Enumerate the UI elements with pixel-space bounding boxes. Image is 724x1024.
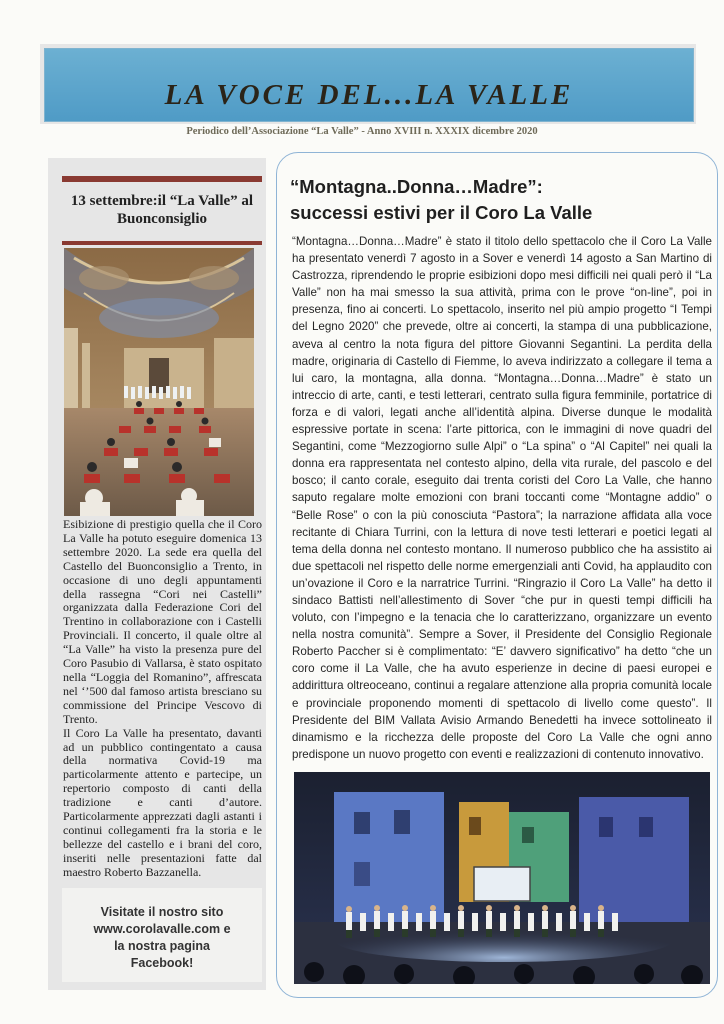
title-rule-top [62,176,262,182]
promo-website-line: www.corolavalle.com e [93,922,231,936]
website-promo-box [62,888,262,982]
main-title-line-2: successi estivi per il Coro La Valle [290,202,593,223]
main-article-body [292,233,712,763]
masthead-banner [44,48,694,122]
promo-line-1: Visitate il nostro sito [100,905,224,919]
newsletter-title: LA VOCE DEL...LA VALLE [164,79,574,111]
choir-night-performance-photo [294,772,710,984]
main-article-title [290,174,710,226]
issue-subtitle: Periodico dell’Associazione “La Valle” - Anno XVIII n. XXXIX dicembre 2020 [186,126,538,137]
promo-line-3: la nostra pagina [114,939,210,953]
title-rule-bottom [62,241,262,245]
main-article-paragraph: “Montagna…Donna…Madre” è stato il titolo dello spettacolo che il Coro La Valle ha presentato venerdì 7 agosto in a Sover e venerdì 14 agosto a San Martino di Castrozza, riprendendo le proprie esibizioni dopo mesi difficili nei quali però il “La Valle” non ha mai smesso la sua attività, prima con le prove “on-line”, poi in presenza, fino ai concerti. Lo spettacolo, inserito nel più ampio progetto “I Tempi del Legno 2020” che prevede, oltre ai concerti, la stampa di una pubblicazione, aveva al centro la nota figura del pittore Giovanni Segantini. La perdita della madre, originaria di Castello di Fiemme, lo aveva indirizzato a collegare il tema a lui caro, la montagna, alla donna. “Montagna…Donna…Madre” è stato un intreccio di arte, canti, e testi letterari, centrato sulla figura femminile, portatrice di forza e di valori, legati anche all’identità alpina. Diverse dunque le modalità espressive portate in scena: l’arte pittorica, con le immagini di nove quadri del Segantini, come “Mezzogiorno sulle Alpi” o “La spina” o “Al Capitel” nei quali la donna era rappresentata nel contesto alpino, della vita rurale, del pascolo e del bosco; il canto corale, eseguito dai trenta coristi del Coro La Valle, che hanno saputo regalare molte emozioni con brani toccanti come “Montagne addio” o “Belle Rose” o con la più conosciuta “Pastora”; la narrazione affidata alla voce recitante di Chiara Turrini, con la lettura di nove testi letterari e poetici legati al tema della donna nel contesto montano. Il numeroso pubblico che ha assistito ai due spettacoli nel rispetto delle norme emergenziali anti Covid, ha applaudito con un’ovazione il Coro e la narratrice Turrini. “Ringrazio il Coro La Valle” ha detto il sindaco Battisti nell’allestimento di Sover “che pur in questi tempi difficili ha voluto, con l’impegno e la tenacia che lo caratterizzano, organizzare un evento nella nostra comunità”. Sempre a Sover, il Presidente del Consiglio Regionale Roberto Paccher si è complimentato: “E’ davvero significativo” ha detto “che un coro come il La Valle, che ha avuto esperienze in decine di paesi europei e addirittura oltreoceano, continui a regalare attenzione alla propria comunità locale e provinciale proponendo momenti di spettacolo di livello come questo”. Il Presidente del BIM Vallata Avisio Armando Benedetti ha invece sottolineato il dinamismo e la ricchezza delle proposte del Coro La Valle che ogni anno predispone un nuovo progetto con eventi e realizzazioni di contenuto innovativo. [292,235,712,761]
promo-facebook-line: Facebook! [130,956,194,970]
sidebar-paragraph-1: Esibizione di prestigio quella che il Coro La Valle ha potuto eseguire domenica 13 settembre 2020. La sede era quella del Castello del Buonconsiglio a Trento, in occasione di uno degli appuntamenti della rassegna “Cori nei Castelli” organizzata dalla Federazione Cori del Trentino in collaborazione con i Castelli Provinciali. Il concerto, il quale oltre al “La Valle” ha visto la presenza pure del Coro Pasubio di Vallarsa, è stato ospitato nella “Loggia del Romanino”, affrescata nel ‘’500 dal famoso artista bresciano su commissione del Principe Vescovo di Trento. [63,517,262,726]
choir-in-frescoed-loggia-photo [64,248,254,516]
sidebar-article-body [63,518,262,880]
sidebar-paragraph-2: Il Coro La Valle ha presentato, davanti ad un pubblico contingentato a causa della normativa Covid-19 ma particolarmente attento e partecipe, un repertorio composto di canti della tradizione e canti d’autore. Particolarmente apprezzati dagli astanti i continui collegamenti fra la storia e le bellezze del castello e i brani del coro, inseriti nelle presentazioni fatte dal maestro Roberto Bazzanella. [63,725,262,879]
sidebar-article-title: 13 settembre:il “La Valle” al Buonconsiglio [70,193,254,227]
main-title-line-1: “Montagna..Donna…Madre”: [290,176,543,197]
